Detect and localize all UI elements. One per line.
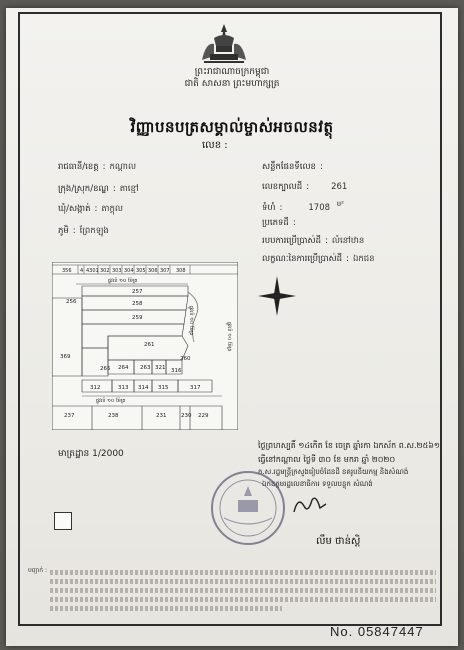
note-line bbox=[50, 588, 436, 593]
note-line bbox=[50, 606, 282, 611]
map-label-263: 263 bbox=[140, 365, 151, 371]
field-province-label: រាជធានី/ខេត្ត bbox=[58, 162, 99, 172]
map-label-265: 265 bbox=[100, 366, 111, 372]
field-province-value: កណ្ដាល bbox=[109, 162, 137, 172]
serial-number: No. 05847447 bbox=[330, 624, 424, 639]
note-line bbox=[50, 570, 436, 575]
cadastral-map bbox=[52, 262, 238, 430]
motto-heading: ជាតិ សាសនា ព្រះមហាក្សត្រ bbox=[184, 79, 280, 89]
field-province: រាជធានី/ខេត្ត : កណ្ដាល bbox=[58, 162, 137, 172]
map-label-312: 312 bbox=[90, 385, 101, 391]
map-label-256: 256 bbox=[66, 299, 77, 305]
field-area-value: 1708 bbox=[308, 203, 331, 213]
signature-mark bbox=[290, 492, 330, 518]
field-commune-value: តាក្ដុល bbox=[101, 204, 124, 214]
photo-stamp-box bbox=[54, 512, 72, 530]
map-label-258: 258 bbox=[132, 301, 143, 307]
map-label-4301: 4301 bbox=[86, 268, 99, 274]
road-label-mid: ផ្លូវលំ ១០ ម៉ែត្រ bbox=[96, 398, 126, 404]
field-land-character-value: ឯកជន bbox=[352, 254, 375, 264]
map-label-306: 306 bbox=[148, 268, 158, 274]
note-line bbox=[50, 579, 436, 584]
map-label-304: 304 bbox=[124, 268, 134, 274]
map-label-314: 314 bbox=[138, 385, 149, 391]
field-commune: ឃុំ/សង្កាត់ : តាក្ដុល bbox=[58, 204, 124, 214]
field-district-label: ក្រុង/ស្រុក/ខណ្ឌ bbox=[58, 184, 109, 194]
field-parcel-number-value: 261 bbox=[331, 182, 348, 192]
map-label-259: 259 bbox=[132, 315, 143, 321]
certificate-number-label: លេខ : bbox=[202, 140, 228, 151]
authority-line-1: ក.ស.រដ្ឋមន្ត្រីក្រសួងរៀបចំដែនដី នគរូបនីយកម្ម និងសំណង់ bbox=[258, 468, 409, 476]
field-village-label: ភូមិ bbox=[58, 226, 69, 236]
field-land-character: លក្ខណៈនៃការប្រើប្រាស់ដី : ឯកជន bbox=[262, 254, 375, 264]
field-commune-label: ឃុំ/សង្កាត់ bbox=[58, 204, 91, 214]
field-area-label: ទំហំ bbox=[262, 203, 276, 213]
field-land-character-label: លក្ខណៈនៃការប្រើប្រាស់ដី bbox=[262, 254, 343, 264]
authority-line-2: ឯកឧត្ដមរដ្ឋលេខាធិការ ទទួលបន្ទុក សំណង់ bbox=[262, 480, 373, 488]
issue-place-line: ធ្វើនៅកណ្ដាល ថ្ងៃទី ៣០ ខែ មករា ឆ្នាំ ២០២០ bbox=[258, 455, 396, 464]
map-label-230: 230 bbox=[181, 413, 192, 419]
signer-name: លឹម ថាន់ស្តិ bbox=[316, 536, 361, 547]
map-label-264: 264 bbox=[118, 365, 129, 371]
map-label-237: 237 bbox=[64, 413, 75, 419]
map-label-313: 313 bbox=[118, 385, 129, 391]
map-label-303: 303 bbox=[112, 268, 122, 274]
field-parcel-number: លេខក្បាលដី : 261 bbox=[262, 182, 348, 192]
official-seal-icon bbox=[208, 468, 288, 548]
map-label-229: 229 bbox=[198, 413, 209, 419]
field-land-use-value: លំនៅឋាន bbox=[331, 236, 365, 246]
north-arrow-icon bbox=[258, 276, 296, 316]
map-label-260: 260 bbox=[180, 356, 191, 362]
document-title: វិញ្ញាបនបត្រសម្គាល់ម្ចាស់អចលនវត្ថុ bbox=[130, 118, 334, 136]
notes-label: បញ្ជាក់ : bbox=[28, 567, 48, 574]
field-land-type: ប្រភេទដី : bbox=[262, 218, 296, 228]
map-label-321: 321 bbox=[155, 365, 166, 371]
field-area: ទំហំ : 1708 $^{ម^2}$ bbox=[262, 200, 344, 213]
field-map-sheet: សន្លឹកផែនទីលេខ : bbox=[262, 162, 323, 172]
road-label-top: ផ្លូវលំ ១០ ម៉ែត្រ bbox=[108, 278, 138, 284]
map-label-4: 4 bbox=[80, 268, 84, 274]
map-label-231: 231 bbox=[156, 413, 167, 419]
road-label-side: ផ្លូវលំ ១០ ម៉ែត្រ bbox=[188, 306, 194, 336]
map-label-305: 305 bbox=[136, 268, 146, 274]
field-village-value: ព្រែកឡុង bbox=[79, 226, 109, 236]
field-land-type-label: ប្រភេទដី bbox=[262, 218, 289, 228]
map-label-317: 317 bbox=[190, 385, 201, 391]
field-area-unit: ម² bbox=[336, 200, 344, 208]
map-label-302: 302 bbox=[100, 268, 110, 274]
field-land-use-label: របបការប្រើប្រាស់ដី bbox=[262, 236, 322, 246]
map-label-238: 238 bbox=[108, 413, 119, 419]
map-label-369: 369 bbox=[60, 354, 71, 360]
note-line bbox=[50, 597, 436, 602]
field-land-use: របបការប្រើប្រាស់ដី : លំនៅឋាន bbox=[262, 236, 365, 246]
field-parcel-number-label: លេខក្បាលដី bbox=[262, 182, 303, 192]
notes-section bbox=[28, 566, 436, 614]
map-scale: មាត្រដ្ឋាន 1/2000 bbox=[58, 449, 124, 459]
map-label-307: 307 bbox=[160, 268, 170, 274]
issue-date-line: ថ្ងៃព្រហស្បតិ៍ ១៤កើត ខែ ចេត្រ ឆ្នាំរកា ឯកស័ក ព.ស.២៥៦១ bbox=[258, 441, 440, 450]
map-label-316: 316 bbox=[171, 368, 182, 374]
field-village: ភូមិ : ព្រែកឡុង bbox=[58, 226, 109, 236]
map-label-356: 356 bbox=[62, 268, 72, 274]
map-label-257: 257 bbox=[132, 289, 143, 295]
map-label-261: 261 bbox=[144, 342, 155, 348]
royal-emblem-icon bbox=[196, 22, 252, 64]
road-label-right: ផ្លូវលំ ១០ ម៉ែត្រ bbox=[226, 322, 232, 352]
map-label-315: 315 bbox=[158, 385, 169, 391]
map-label-308: 308 bbox=[176, 268, 186, 274]
field-district: ក្រុង/ស្រុក/ខណ្ឌ : តាខ្មៅ bbox=[58, 184, 139, 194]
field-map-sheet-label: សន្លឹកផែនទីលេខ bbox=[262, 162, 316, 172]
kingdom-heading: ព្រះរាជាណាចក្រកម្ពុជា bbox=[194, 67, 270, 77]
field-district-value: តាខ្មៅ bbox=[119, 184, 139, 194]
